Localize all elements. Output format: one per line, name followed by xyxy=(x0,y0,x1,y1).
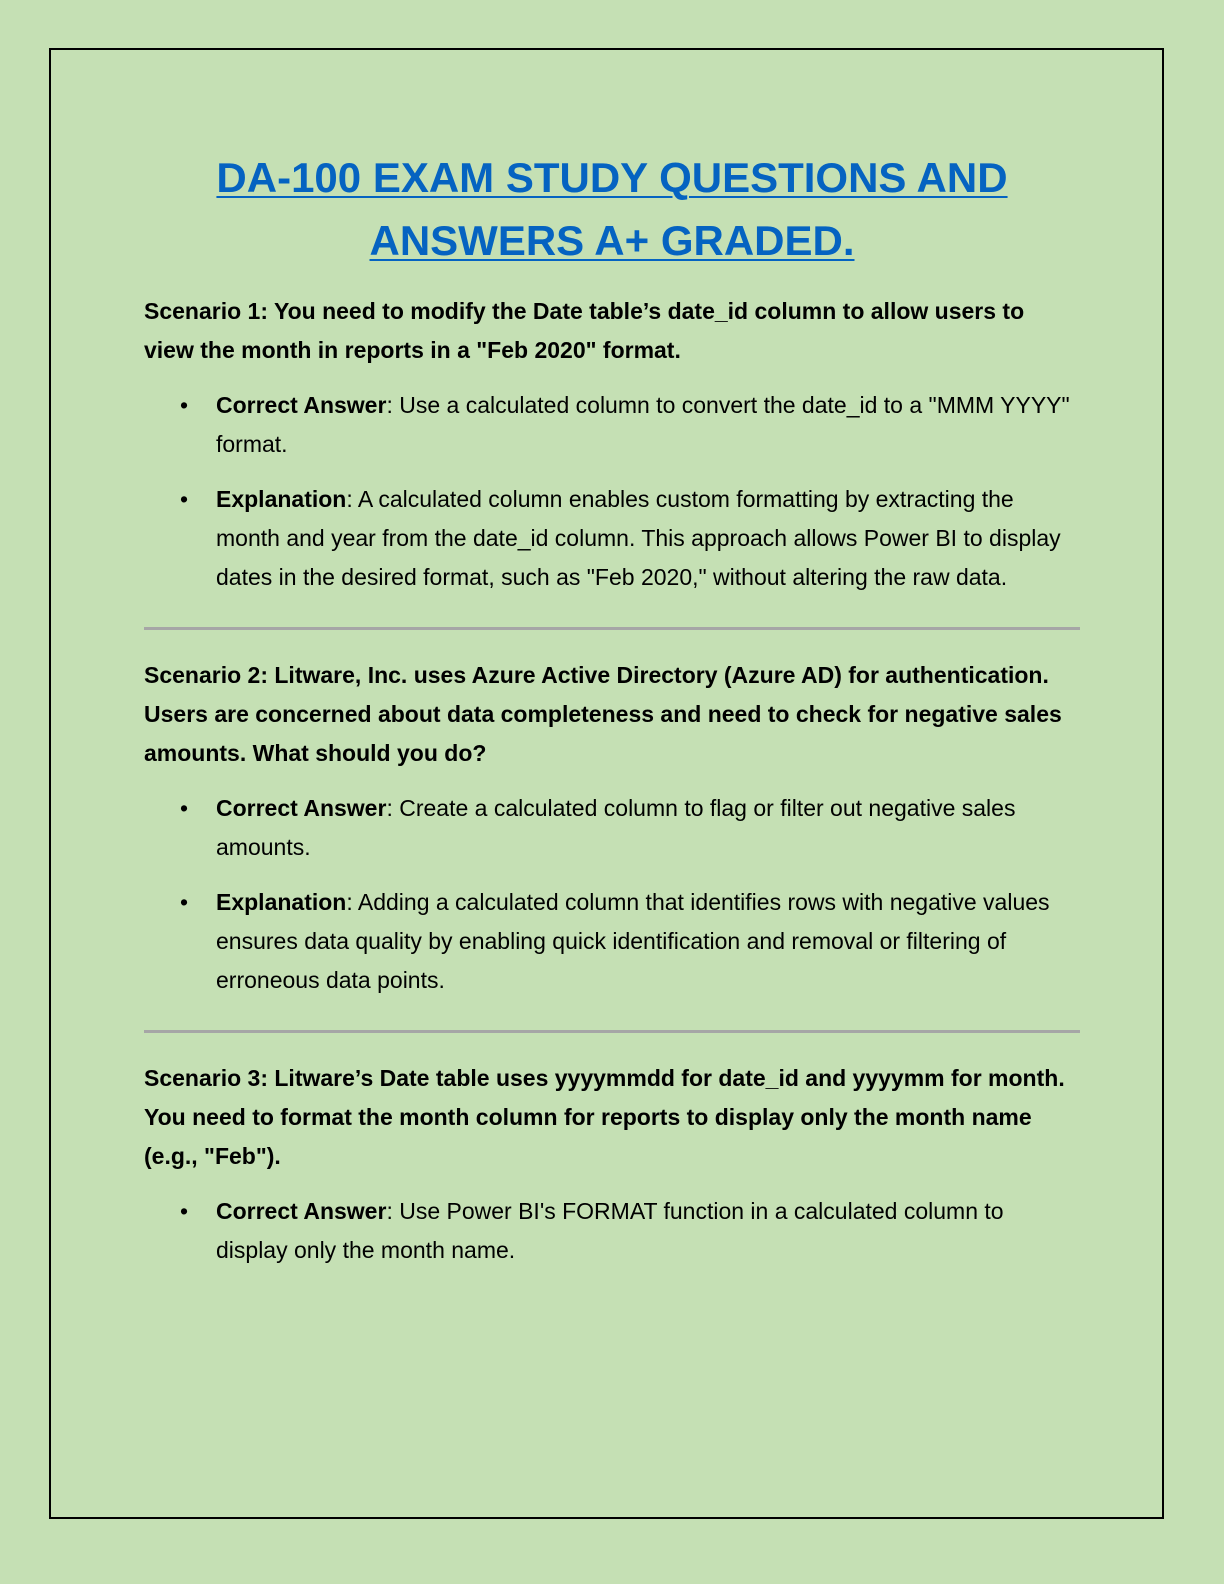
scenario-3-bullets xyxy=(144,1192,1080,1270)
answer-text: : Use a calculated column to convert the date_id to a "MMM YYYY" format. xyxy=(216,392,1070,457)
explanation-text: : A calculated column enables custom formatting by extracting the month and year from the date_id column. This approach allows Power BI to display dates in the desired format, such as "Feb 2020," without altering the raw data. xyxy=(216,486,1061,590)
title-line-1: DA-100 EXAM STUDY QUESTIONS AND xyxy=(216,154,1008,201)
scenario-2-explanation xyxy=(144,883,1080,1000)
scenario-3-question: Scenario 3: Litware’s Date table uses yyyymmdd for date_id and yyyymm for month. You need to format the month column for reports to display only the month name (e.g., "Feb"). xyxy=(144,1065,1065,1169)
scenario-1-explanation xyxy=(144,480,1080,597)
document-content xyxy=(144,146,1080,1286)
bullet-icon: • xyxy=(180,486,189,512)
explanation-label: Explanation xyxy=(216,889,347,915)
bullet-icon: • xyxy=(180,392,189,418)
scenario-3 xyxy=(144,1059,1080,1270)
explanation-text: : Adding a calculated column that identifies rows with negative values ensures data quality by enabling quick identification and removal or filtering of erroneous data points. xyxy=(216,889,1050,993)
scenario-2-question: Scenario 2: Litware, Inc. uses Azure Active Directory (Azure AD) for authentication. Users are concerned about data completeness and need to check for negative sales amounts. What should you do? xyxy=(144,662,1062,766)
scenario-1-question: Scenario 1: You need to modify the Date table’s date_id column to allow users to view the month in reports in a "Feb 2020" format. xyxy=(144,298,1025,363)
answer-text: : Create a calculated column to flag or filter out negative sales amounts. xyxy=(216,795,1016,860)
section-divider xyxy=(144,1030,1080,1033)
answer-text: : Use Power BI's FORMAT function in a calculated column to display only the month name. xyxy=(216,1198,1004,1263)
answer-label: Correct Answer xyxy=(216,1198,387,1224)
explanation-label: Explanation xyxy=(216,486,347,512)
answer-label: Correct Answer xyxy=(216,392,387,418)
scenario-3-correct-answer xyxy=(144,1192,1080,1270)
document-title xyxy=(144,146,1080,272)
scenario-1-correct-answer xyxy=(144,386,1080,464)
section-divider xyxy=(144,627,1080,630)
scenario-2-bullets xyxy=(144,789,1080,1000)
answer-label: Correct Answer xyxy=(216,795,387,821)
title-line-2: ANSWERS A+ GRADED. xyxy=(369,217,855,264)
bullet-icon: • xyxy=(180,795,189,821)
scenario-2-correct-answer xyxy=(144,789,1080,867)
scenario-2 xyxy=(144,656,1080,1000)
bullet-icon: • xyxy=(180,889,189,915)
scenario-1 xyxy=(144,292,1080,597)
bullet-icon: • xyxy=(180,1198,189,1224)
scenario-1-bullets xyxy=(144,386,1080,597)
